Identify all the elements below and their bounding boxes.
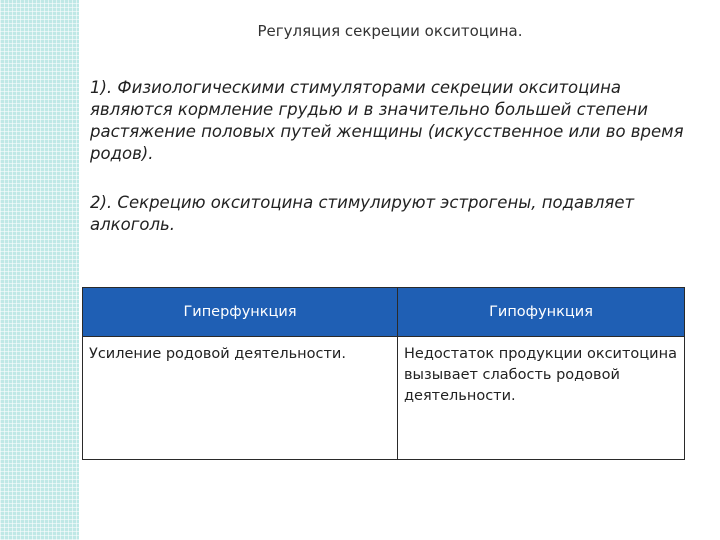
header-hyperfunction: Гиперфункция	[83, 288, 398, 337]
paragraph-stimulators: 1). Физиологическими стимуляторами секреции окситоцина являются кормление грудью и в значительно большей степени растяжение половых путей женщины (искусственное или во время родов).	[90, 78, 684, 163]
table-header-row	[83, 288, 685, 337]
header-hypofunction: Гипофункция	[398, 288, 685, 337]
decorative-side-band	[0, 0, 79, 540]
table-row	[83, 337, 685, 460]
cell-hypofunction: Недостаток продукции окситоцина вызывает слабость родовой деятельности.	[398, 337, 685, 460]
paragraph-estrogens: 2). Секрецию окситоцина стимулируют эстрогены, подавляет алкоголь.	[90, 193, 635, 234]
function-table	[82, 287, 685, 460]
slide-title: Регуляция секреции окситоцина.	[257, 22, 523, 40]
cell-hyperfunction: Усиление родовой деятельности.	[83, 337, 398, 460]
